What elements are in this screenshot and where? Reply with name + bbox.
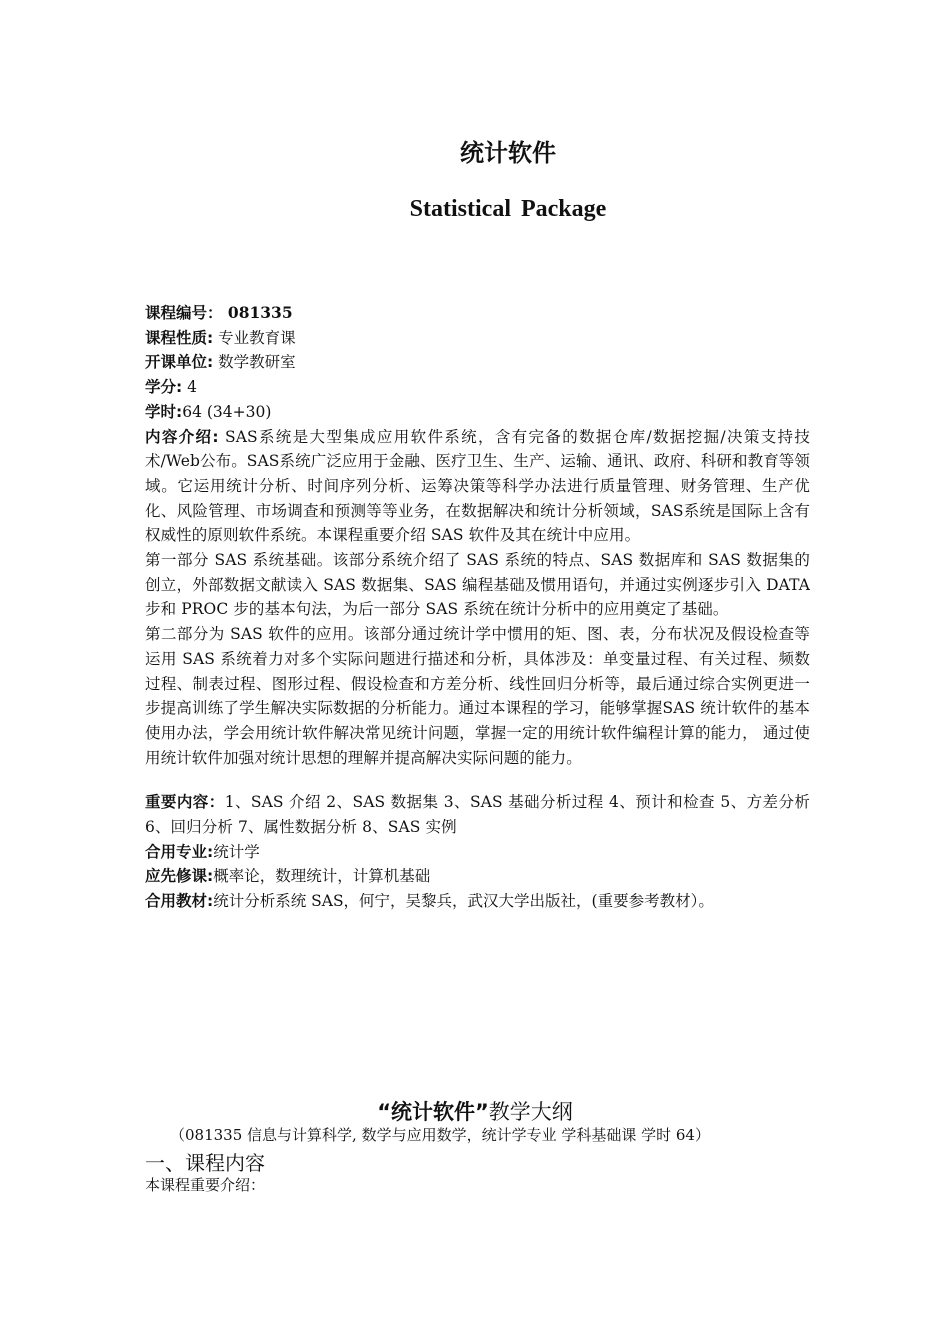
major-line [145,840,810,865]
course-nature-line [145,326,810,351]
course-credit-line [145,375,810,400]
course-hours-line [145,400,810,425]
content-intro-part-two: 第二部分为 SAS 软件的应用。该部分通过统计学中惯用的矩、图、表，分布状况及假设检查等运用 SAS 系统着力对多个实际问题进行描述和分析，具体涉及：单变量过程、有关过程、频数过程、制表过程、图形过程、假设检查和方差分析、线性回归分析等，最后通过综合实例更进一步提高训练了学生解决实际数据的分析能力。通过本课程的学习，能够掌握SAS 统计软件的基本使用办法，学会用统计软件解决常见统计问题，掌握一定的用统计软件编程计算的能力， 通过使用统计软件加强对统计思想的理解并提高解决实际问题的能力。 [145,625,810,767]
prerequisite-line [145,864,810,889]
course-credit-value: 4 [182,378,197,397]
course-hours-value: 64 (34+30) [182,402,272,421]
major-value: 统计学 [213,842,260,861]
course-number-label: 课程编号： [145,304,223,322]
content-intro-label: 内容介绍: [145,427,219,446]
spacer [145,770,810,790]
key-content-paragraph [145,790,810,839]
outline-title-bold: “统计软件” [377,1100,489,1124]
section-body-text: 本课程重要介绍： [145,1176,266,1194]
course-info-block [145,301,810,914]
textbook-line [145,889,810,914]
outline-title [0,1096,950,1126]
key-content-text: 1、SAS 介绍 2、SAS 数据集 3、SAS 基础分析过程 4、预计和检查 5、方差分析 6、回归分析 7、属性数据分析 8、SAS 实例 [145,793,810,837]
course-number-value: 081335 [222,303,293,322]
course-number-line [145,301,810,326]
course-nature-label: 课程性质: [145,328,214,347]
content-intro-text: SAS系统是大型集成应用软件系统，含有完备的数据仓库/数据挖掘/决策支持技术/Web公布。SAS系统广泛应用于金融、医疗卫生、生产、运输、通讯、政府、科研和教育等领域。它运用统计分析、时间序列分析、运筹决策等科学办法进行质量管理、财务管理、生产优化、风险管理、市场调查和预测等等业务，在数据解决和统计分析领域，SAS系统是国际上含有权威性的原则软件系统。本课程重要介绍 SAS 软件及其在统计中应用。 [145,427,811,545]
course-unit-label: 开课单位: [145,353,214,372]
prerequisite-value: 概率论，数理统计，计算机基础 [213,867,431,886]
key-content-label: 重要内容： [145,793,225,812]
course-credit-label: 学分: [145,378,183,397]
outline-title-rest: 教学大纲 [488,1100,573,1124]
content-intro-part-one: 第一部分 SAS 系统基础。该部分系统介绍了 SAS 系统的特点、SAS 数据库和 SAS 数据集的创立，外部数据文献读入 SAS 数据集、SAS 编程基础及惯用语句，并通过实例逐步引入 DATA 步和 PROC 步的基本句法，为后一部分 SAS 系统在统计分析中的应用奠定了基础。 [145,551,810,619]
course-hours-label: 学时: [145,402,183,421]
course-nature-value: 专业教育课 [213,328,296,347]
major-label: 合用专业: [145,842,214,861]
course-unit-value: 数学教研室 [213,353,296,372]
content-intro-paragraph [145,425,810,549]
textbook-value: 统计分析系统 SAS，何宁，吴黎兵，武汉大学出版社，(重要参考教材）。 [213,892,714,911]
section-heading-course-content: 一、课程内容 [145,1151,265,1175]
course-unit-line [145,350,810,375]
course-title-english: Statistical Package [409,196,607,222]
prerequisite-label: 应先修课: [145,867,214,886]
course-title-chinese: 统计软件 [460,139,556,167]
textbook-label: 合用教材: [145,892,214,911]
outline-subtitle: （081335 信息与计算科学, 数学与应用数学，统计学专业 学科基础课 学时 64） [170,1126,710,1144]
